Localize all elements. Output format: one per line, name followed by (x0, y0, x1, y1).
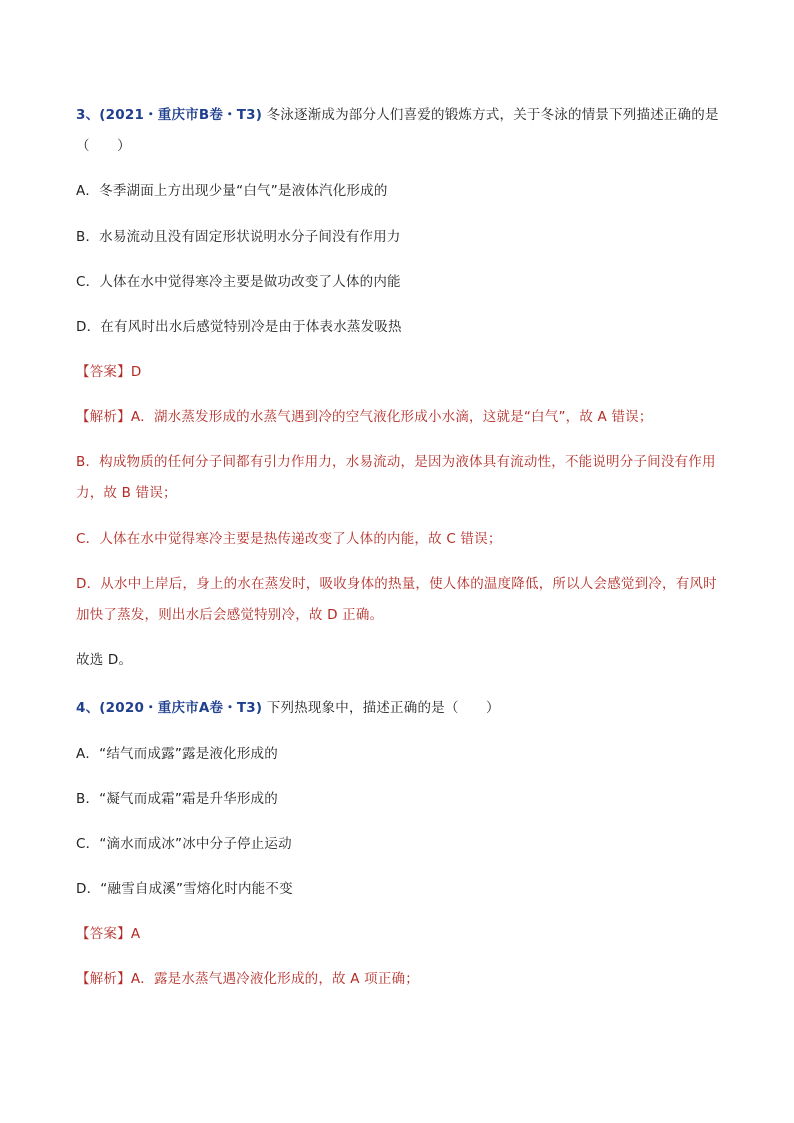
q3-analysis-line-6: 加快了蒸发，则出水后会感觉特别冷，故 D 正确。 (76, 607, 384, 623)
q3-stem (76, 103, 719, 123)
q3-answer-value: D (130, 364, 142, 380)
q4-option-b: B．“凝气而成霜”霜是升华形成的 (76, 791, 278, 807)
q4-option-c: C．“滴水而成冰”冰中分子停止运动 (76, 836, 292, 852)
q3-answer (76, 360, 141, 380)
q4-analysis-text: A．露是水蒸气遇冷液化形成的，故 A 项正确； (130, 971, 419, 987)
q3-source: (2021・重庆市B卷・T3) (99, 107, 263, 123)
q3-blank: （ ） (76, 138, 131, 154)
q3-option-d: D．在有风时出水后感觉特别冷是由于体表水蒸发吸热 (76, 319, 402, 335)
q3-analysis-line-4: C．人体在水中觉得寒冷主要是热传递改变了人体的内能，故 C 错误； (76, 531, 502, 547)
q4-option-d: D．“融雪自成溪”雪熔化时内能不变 (76, 881, 293, 897)
q3-analysis-text: A．湖水蒸发形成的水蒸气遇到冷的空气液化形成小水滴，这就是“白气”，故 A 错误； (130, 409, 653, 425)
q4-stem (76, 696, 500, 716)
q3-answer-label: 【答案】 (76, 364, 131, 380)
q3-analysis-line-2: B．构成物质的任何分子间都有引力作用力，水易流动，是因为液体具有流动性，不能说明分子间没有作用 (76, 454, 716, 470)
q3-analysis-line-1 (76, 405, 653, 425)
q4-number: 4、 (76, 700, 100, 716)
q3-option-c: C．人体在水中觉得寒冷主要是做功改变了人体的内能 (76, 274, 401, 290)
q3-option-a: A．冬季湖面上方出现少量“白气”是液体汽化形成的 (76, 183, 388, 199)
q3-analysis-line-5: D．从水中上岸后，身上的水在蒸发时，吸收身体的热量，使人体的温度降低，所以人会感觉到冷，有风时 (76, 576, 717, 592)
q4-stem-text: 下列热现象中，描述正确的是（ ） (262, 700, 500, 716)
q4-analysis-label: 【解析】 (76, 971, 131, 987)
q3-analysis-label: 【解析】 (76, 409, 131, 425)
q4-answer-label: 【答案】 (76, 926, 131, 942)
q4-answer (76, 922, 140, 942)
q4-source: (2020・重庆市A卷・T3) (99, 700, 263, 716)
q3-number: 3、 (76, 107, 100, 123)
q4-answer-value: A (130, 926, 141, 942)
q4-analysis-line-1 (76, 967, 419, 987)
q4-option-a: A．“结气而成露”露是液化形成的 (76, 746, 278, 762)
q3-option-b: B．水易流动且没有固定形状说明水分子间没有作用力 (76, 229, 401, 245)
q3-analysis-line-3: 力，故 B 错误； (76, 485, 177, 501)
q3-conclusion: 故选 D。 (76, 652, 133, 668)
q3-stem-text: 冬泳逐渐成为部分人们喜爱的锻炼方式，关于冬泳的情景下列描述正确的是 (262, 107, 719, 123)
